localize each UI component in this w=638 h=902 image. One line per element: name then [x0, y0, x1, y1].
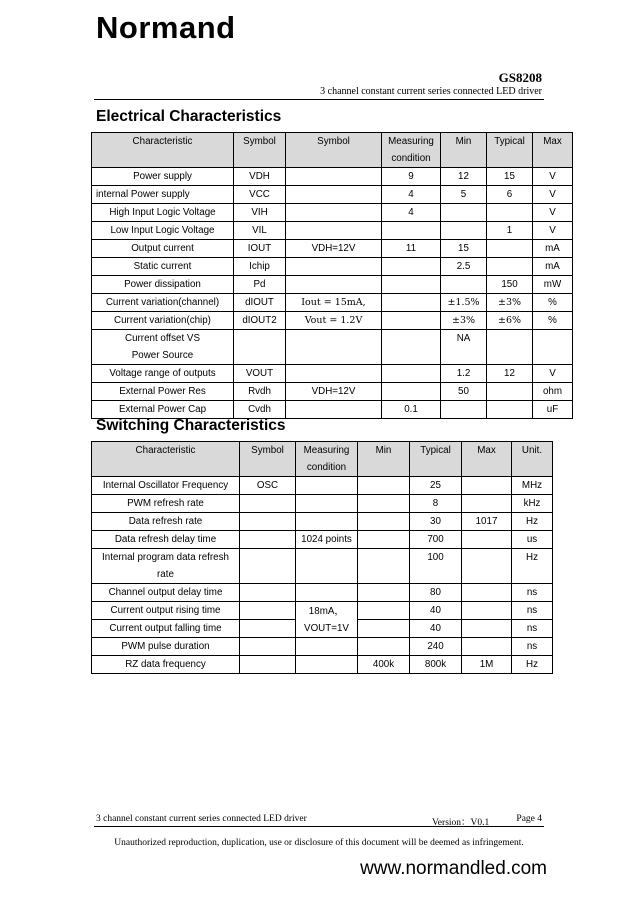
cell	[240, 495, 296, 513]
cell	[487, 401, 533, 419]
cell	[462, 638, 512, 656]
footer-description: 3 channel constant current series connected LED driver	[96, 814, 307, 824]
cell	[296, 495, 358, 513]
table-row	[92, 638, 553, 656]
cell: Current variation(chip)	[92, 312, 234, 330]
cell: Current variation(channel)	[92, 294, 234, 312]
cell: Internal Oscillator Frequency	[92, 477, 240, 495]
cell: VCC	[234, 186, 286, 204]
cell: 40	[410, 620, 462, 638]
cell: internal Power supply	[92, 186, 234, 204]
cell: mA	[533, 258, 573, 276]
cell: Data refresh rate	[92, 513, 240, 531]
model-number: GS8208	[498, 70, 542, 85]
cell: VIH	[234, 204, 286, 222]
cell: V	[533, 365, 573, 383]
cell	[358, 584, 410, 602]
cell	[487, 383, 533, 401]
cell: 18mA，VOUT=1V	[296, 602, 358, 638]
cell: Current output falling time	[92, 620, 240, 638]
cell: VDH=12V	[286, 383, 382, 401]
table-row	[92, 294, 573, 312]
table-row	[92, 276, 573, 294]
cell: 1024 points	[296, 531, 358, 549]
col-header: Min	[358, 442, 410, 477]
cell	[358, 638, 410, 656]
company-logo: Normand	[96, 10, 236, 45]
cell: Static current	[92, 258, 234, 276]
cell: ±3%	[441, 312, 487, 330]
cell	[240, 638, 296, 656]
table-header-row	[92, 442, 553, 477]
cell: VIL	[234, 222, 286, 240]
cell: 25	[410, 477, 462, 495]
cell: IOUT	[234, 240, 286, 258]
switching-table	[91, 441, 553, 674]
cell: 1	[487, 222, 533, 240]
cell: V	[533, 222, 573, 240]
table-row	[92, 240, 573, 258]
cell: 1017	[462, 513, 512, 531]
col-header: Characteristic	[92, 133, 234, 168]
cell: RZ data frequency	[92, 656, 240, 674]
cell: ±3%	[487, 294, 533, 312]
cell: 12	[487, 365, 533, 383]
cell: OSC	[240, 477, 296, 495]
cell	[358, 513, 410, 531]
cell	[441, 204, 487, 222]
cell: High Input Logic Voltage	[92, 204, 234, 222]
cell: 240	[410, 638, 462, 656]
electrical-section-title: Electrical Characteristics	[96, 108, 282, 125]
cell: Cvdh	[234, 401, 286, 419]
cell	[286, 204, 382, 222]
table-row	[92, 204, 573, 222]
table-row	[92, 495, 553, 513]
cell	[462, 495, 512, 513]
cell	[441, 276, 487, 294]
cell	[286, 168, 382, 186]
cell: Data refresh delay time	[92, 531, 240, 549]
cell	[286, 186, 382, 204]
cell	[296, 477, 358, 495]
cell: External Power Res	[92, 383, 234, 401]
cell: ns	[512, 584, 553, 602]
cell	[286, 365, 382, 383]
col-header: Unit.	[512, 442, 553, 477]
cell	[382, 258, 441, 276]
cell: 5	[441, 186, 487, 204]
cell	[286, 222, 382, 240]
cell	[240, 602, 296, 620]
table-row	[92, 656, 553, 674]
cell: 2.5	[441, 258, 487, 276]
cell: %	[533, 294, 573, 312]
cell: Current offset VS Power Source	[92, 330, 234, 365]
table-row	[92, 186, 573, 204]
cell	[358, 495, 410, 513]
cell	[234, 330, 286, 365]
cell	[487, 240, 533, 258]
table-row	[92, 401, 573, 419]
cell: Internal program data refresh rate	[92, 549, 240, 584]
col-header: Typical	[410, 442, 462, 477]
cell: Ichip	[234, 258, 286, 276]
col-header: Symbol	[240, 442, 296, 477]
col-header: Max	[533, 133, 573, 168]
col-header: Max	[462, 442, 512, 477]
cell: Rvdh	[234, 383, 286, 401]
cell: V	[533, 186, 573, 204]
cell: 30	[410, 513, 462, 531]
cell: Pd	[234, 276, 286, 294]
cell: 8	[410, 495, 462, 513]
table-row	[92, 602, 553, 620]
cell	[487, 330, 533, 365]
cell: 50	[441, 383, 487, 401]
cell: Low Input Logic Voltage	[92, 222, 234, 240]
cell: 1.2	[441, 365, 487, 383]
col-header: Typical	[487, 133, 533, 168]
table-row	[92, 383, 573, 401]
cell: 12	[441, 168, 487, 186]
cell	[441, 222, 487, 240]
cell: 400k	[358, 656, 410, 674]
cell	[462, 477, 512, 495]
header-rule	[94, 99, 544, 100]
copyright-notice: Unauthorized reproduction, duplication, use or disclosure of this document will be deemed as infringement.	[114, 838, 524, 848]
cell	[240, 549, 296, 584]
document-subtitle: 3 channel constant current series connected LED driver	[320, 86, 542, 97]
table-row	[92, 584, 553, 602]
cell: %	[533, 312, 573, 330]
cell: Channel output delay time	[92, 584, 240, 602]
cell	[286, 330, 382, 365]
cell	[296, 638, 358, 656]
footer-version: Version：V0.1	[432, 818, 490, 828]
cell: kHz	[512, 495, 553, 513]
cell: mA	[533, 240, 573, 258]
cell: 6	[487, 186, 533, 204]
col-header: Min	[441, 133, 487, 168]
cell	[286, 401, 382, 419]
footer-page-number: Page 4	[516, 814, 542, 824]
cell: Output current	[92, 240, 234, 258]
col-header: Measuring condition	[296, 442, 358, 477]
cell	[462, 620, 512, 638]
table-row	[92, 330, 573, 365]
cell	[240, 531, 296, 549]
cell	[358, 531, 410, 549]
cell: ohm	[533, 383, 573, 401]
cell: VDH	[234, 168, 286, 186]
cell: mW	[533, 276, 573, 294]
cell: 9	[382, 168, 441, 186]
footer-rule	[94, 826, 544, 827]
cell	[533, 330, 573, 365]
cell	[462, 584, 512, 602]
table-row	[92, 258, 573, 276]
cell	[487, 204, 533, 222]
switching-section-title: Switching Characteristics	[96, 417, 286, 434]
cell: NA	[441, 330, 487, 365]
cell	[382, 365, 441, 383]
table-row	[92, 222, 573, 240]
cell: ns	[512, 620, 553, 638]
cell: 800k	[410, 656, 462, 674]
cell	[358, 477, 410, 495]
cell: 11	[382, 240, 441, 258]
cell: Hz	[512, 549, 553, 584]
cell	[382, 276, 441, 294]
cell: ±6%	[487, 312, 533, 330]
cell	[296, 513, 358, 531]
table-row	[92, 477, 553, 495]
table-row	[92, 312, 573, 330]
cell: MHz	[512, 477, 553, 495]
cell: 1M	[462, 656, 512, 674]
cell: PWM pulse duration	[92, 638, 240, 656]
cell: 15	[487, 168, 533, 186]
col-header: Symbol	[234, 133, 286, 168]
cell	[296, 549, 358, 584]
cell: Voltage range of outputs	[92, 365, 234, 383]
cell	[441, 401, 487, 419]
col-header: Measuring condition	[382, 133, 441, 168]
cell	[240, 656, 296, 674]
cell: 0.1	[382, 401, 441, 419]
cell	[240, 584, 296, 602]
cell: 80	[410, 584, 462, 602]
cell: 700	[410, 531, 462, 549]
cell: 100	[410, 549, 462, 584]
cell: ±1.5%	[441, 294, 487, 312]
cell: VDH=12V	[286, 240, 382, 258]
cell: Hz	[512, 656, 553, 674]
table-header-row	[92, 133, 573, 168]
cell: Iout = 15mA,	[286, 294, 382, 312]
cell: 40	[410, 602, 462, 620]
cell: V	[533, 168, 573, 186]
cell	[382, 330, 441, 365]
cell	[462, 602, 512, 620]
cell: Power supply	[92, 168, 234, 186]
cell: PWM refresh rate	[92, 495, 240, 513]
cell: 4	[382, 186, 441, 204]
cell	[382, 383, 441, 401]
table-row	[92, 168, 573, 186]
cell: External Power Cap	[92, 401, 234, 419]
cell	[240, 513, 296, 531]
cell: 150	[487, 276, 533, 294]
cell: us	[512, 531, 553, 549]
cell	[358, 549, 410, 584]
cell	[286, 258, 382, 276]
cell	[296, 584, 358, 602]
cell: Power dissipation	[92, 276, 234, 294]
cell: dIOUT	[234, 294, 286, 312]
table-row	[92, 549, 553, 584]
cell	[382, 312, 441, 330]
col-header: Characteristic	[92, 442, 240, 477]
cell	[296, 656, 358, 674]
cell: 4	[382, 204, 441, 222]
cell	[462, 531, 512, 549]
cell	[487, 258, 533, 276]
cell	[286, 276, 382, 294]
table-row	[92, 513, 553, 531]
cell	[382, 294, 441, 312]
cell: Current output rising time	[92, 602, 240, 620]
cell	[358, 602, 410, 620]
cell	[382, 222, 441, 240]
cell	[462, 549, 512, 584]
cell: VOUT	[234, 365, 286, 383]
col-header: Symbol	[286, 133, 382, 168]
cell	[240, 620, 296, 638]
cell: ns	[512, 638, 553, 656]
table-row	[92, 531, 553, 549]
cell: Hz	[512, 513, 553, 531]
website-url[interactable]: www.normandled.com	[360, 858, 547, 879]
cell: dIOUT2	[234, 312, 286, 330]
cell: uF	[533, 401, 573, 419]
electrical-table	[91, 132, 573, 419]
cell: V	[533, 204, 573, 222]
cell: Vout = 1.2V	[286, 312, 382, 330]
table-row	[92, 365, 573, 383]
cell: 15	[441, 240, 487, 258]
cell: ns	[512, 602, 553, 620]
cell	[358, 620, 410, 638]
